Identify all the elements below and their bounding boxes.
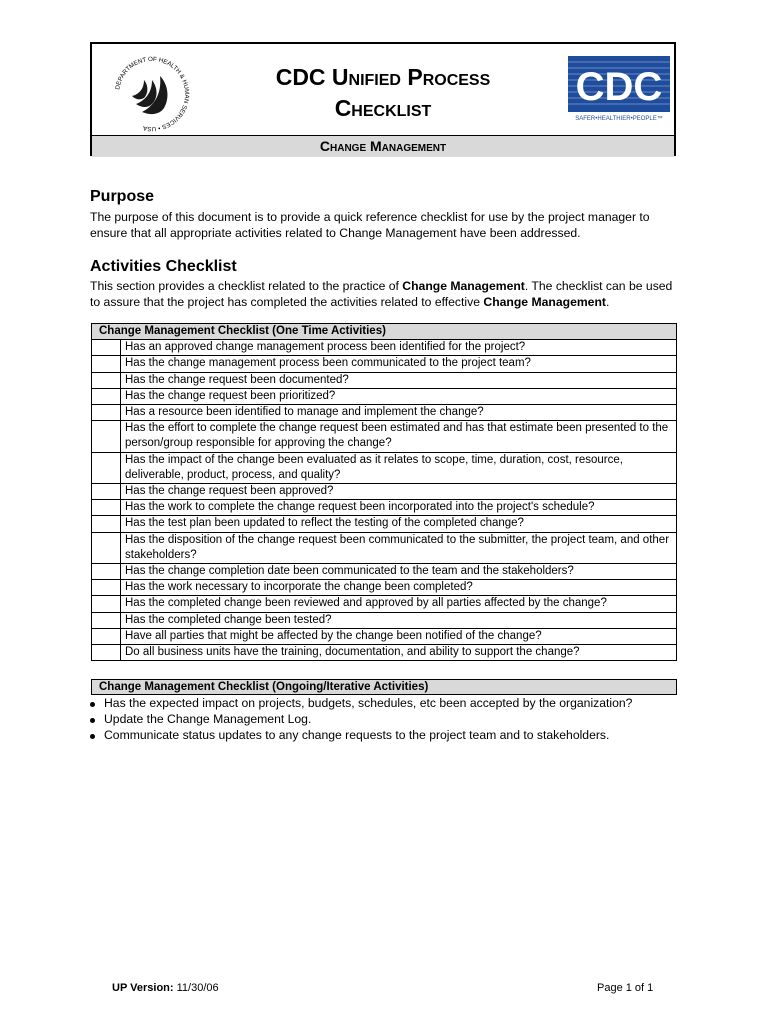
table-row (92, 500, 677, 516)
cdc-logo-text: CDC (575, 65, 663, 109)
bullet-icon (90, 734, 95, 739)
cdc-logo-icon (568, 56, 670, 124)
checkbox-cell[interactable] (92, 564, 121, 580)
table-row (92, 388, 677, 404)
checklist-item-text: Has the change request been approved? (121, 484, 677, 500)
purpose-heading: Purpose (90, 188, 155, 205)
one-time-checklist-table (91, 323, 677, 661)
checkbox-cell[interactable] (92, 580, 121, 596)
checkbox-cell[interactable] (92, 356, 121, 372)
title-line-2: Checklist (334, 95, 432, 121)
checklist-item-text: Has the work necessary to incorporate the change been completed? (121, 580, 677, 596)
checklist-item-text: Has the test plan been updated to reflect the testing of the completed change? (121, 516, 677, 532)
table-row (92, 484, 677, 500)
ongoing-checklist-header: Change Management Checklist (Ongoing/Iterative Activities) (91, 679, 677, 695)
table-row (92, 645, 677, 661)
checkbox-cell[interactable] (92, 372, 121, 388)
checkbox-cell[interactable] (92, 596, 121, 612)
checklist-item-text: Has the completed change been tested? (121, 612, 677, 628)
checkbox-cell[interactable] (92, 612, 121, 628)
checklist-item-text: Has the change request been prioritized? (121, 388, 677, 404)
activities-text-part1: This section provides a checklist related to the practice of (90, 279, 403, 293)
activities-heading: Activities Checklist (90, 258, 237, 275)
checklist-item-text: Has the change management process been communicated to the project team? (121, 356, 677, 372)
title-line-1: CDC Unified Process (275, 64, 491, 90)
checklist-item-text: Has the disposition of the change request been communicated to the submitter, the project team, and other stakeholders? (121, 532, 677, 563)
purpose-text: The purpose of this document is to provide a quick reference checklist for use by the project manager to ensure that all appropriate activities related to Change Management have been addressed. (90, 210, 650, 240)
checkbox-cell[interactable] (92, 628, 121, 644)
checkbox-cell[interactable] (92, 645, 121, 661)
version-value: 11/30/06 (176, 982, 219, 994)
list-item-text: Communicate status updates to any change requests to the project team and to stakeholders. (104, 727, 610, 742)
table-row (92, 580, 677, 596)
checkbox-cell[interactable] (92, 500, 121, 516)
footer-version (112, 982, 219, 994)
activities-bold-1: Change Management (402, 279, 525, 293)
checklist-item-text: Do all business units have the training, documentation, and ability to support the change? (121, 645, 677, 661)
list-item (88, 696, 688, 712)
checkbox-cell[interactable] (92, 516, 121, 532)
one-time-checklist-header: Change Management Checklist (One Time Activities) (92, 324, 677, 340)
cdc-tagline: SAFER•HEALTHIER•PEOPLE™ (575, 116, 663, 122)
table-row (92, 452, 677, 483)
checklist-item-text: Has the effort to complete the change request been estimated and has that estimate been presented to the person/group responsible for approving the change? (121, 421, 677, 452)
page-number: Page 1 of 1 (597, 982, 654, 994)
table-row (92, 628, 677, 644)
checklist-item-text: Has a resource been identified to manage and implement the change? (121, 405, 677, 421)
checkbox-cell[interactable] (92, 340, 121, 356)
table-row (92, 340, 677, 356)
checkbox-cell[interactable] (92, 452, 121, 483)
bullet-icon (90, 702, 95, 707)
checkbox-cell[interactable] (92, 532, 121, 563)
checklist-item-text: Has an approved change management process been identified for the project? (121, 340, 677, 356)
table-row (92, 356, 677, 372)
document-subtitle: Change Management (92, 135, 674, 157)
activities-bold-2: Change Management (483, 294, 606, 309)
checklist-item-text: Has the change completion date been communicated to the team and the stakeholders? (121, 564, 677, 580)
activities-text-part3: . (605, 294, 610, 309)
checklist-item-text: Has the completed change been reviewed and approved by all parties affected by the change? (121, 596, 677, 612)
list-item-text: Has the expected impact on projects, budgets, schedules, etc been accepted by the organization? (104, 696, 633, 710)
table-row (92, 372, 677, 388)
table-row (92, 421, 677, 452)
table-row (92, 564, 677, 580)
checkbox-cell[interactable] (92, 405, 121, 421)
hhs-seal-text: DEPARTMENT OF HEALTH & HUMAN SERVICES • USA (114, 55, 191, 133)
bullet-icon (90, 718, 95, 723)
checklist-item-text: Has the change request been documented? (121, 372, 677, 388)
ongoing-checklist-list (88, 696, 688, 743)
table-row (92, 532, 677, 563)
checklist-item-text: Have all parties that might be affected by the change been notified of the change? (121, 628, 677, 644)
list-item (88, 728, 688, 744)
checkbox-cell[interactable] (92, 421, 121, 452)
checkbox-cell[interactable] (92, 484, 121, 500)
table-row (92, 596, 677, 612)
checklist-item-text: Has the work to complete the change request been incorporated into the project's schedule? (121, 500, 677, 516)
checkbox-cell[interactable] (92, 388, 121, 404)
table-row (92, 516, 677, 532)
table-row (92, 405, 677, 421)
document-header (90, 42, 676, 156)
list-item (88, 712, 688, 728)
table-row (92, 612, 677, 628)
activities-text (90, 279, 680, 310)
list-item-text: Update the Change Management Log. (104, 711, 312, 726)
version-label: UP Version: (112, 982, 174, 994)
table-header-row (92, 324, 677, 340)
activities-text-part2: . The checklist can be used to assure that the project has completed the activities related to effective (90, 279, 673, 309)
checklist-item-text: Has the impact of the change been evaluated as it relates to scope, time, duration, cost, resource, deliverable, product, process, and quality? (121, 452, 677, 483)
